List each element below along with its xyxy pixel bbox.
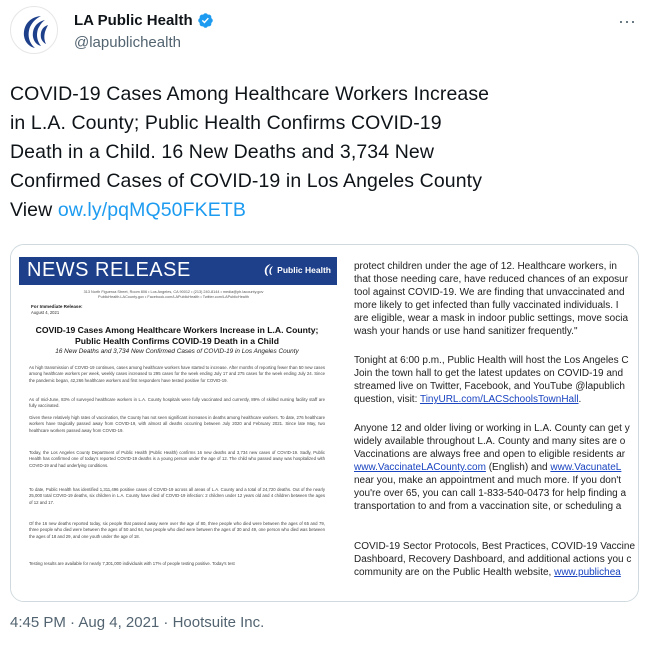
release-label: For Immediate Release: <box>31 304 83 309</box>
publichealth-link: www.publichea <box>554 567 621 578</box>
document-line: that those needing care, have reduced chances of an exposur <box>354 274 629 285</box>
document-line: transportation to and from a vaccination site, or scheduling a <box>354 501 622 512</box>
news-release-banner <box>19 257 337 285</box>
line-text: question, visit: <box>354 394 420 405</box>
line-text: (English) and <box>485 462 551 473</box>
line-text: . <box>578 394 582 405</box>
la-public-health-logo-icon <box>11 7 58 54</box>
document-line: near you, make an appointment and much more. If you don't <box>354 475 622 486</box>
press-release-subtitle: 16 New Deaths and 3,734 New Confirmed Cases of COVID-19 in Los Angeles County <box>55 348 299 355</box>
document-line <box>354 462 621 474</box>
tweet-timestamp[interactable]: 4:45 PM · Aug 4, 2021 · Hootsuite Inc. <box>10 614 265 631</box>
townhall-link: TinyURL.com/LACSchoolsTownHall <box>419 394 579 405</box>
document-line: you're over 65, you can call 1-833-540-0473 for help finding a <box>354 488 627 499</box>
document-paragraph: As high transmission of COVID-19 continues, cases among healthcare workers have started to increase. After months of reporting fewer than 50 new cases among healthcare workers per week, weekly cases increased to 295 cases for the week ending July 17 and 275 cases for the week ending July 24. Since the pandemic began, 42,266 healthcare workers and first responders have tested positive for COVID-19. <box>29 365 325 383</box>
title-line: COVID-19 Cases Among Healthcare Workers Increase in L.A. County; <box>35 325 319 335</box>
banner-logo-text: Public Health <box>277 265 331 275</box>
document-paragraph: Of the 16 new deaths reported today, six people that passed away were over the age of 80, three people who died were between the ages of 65 and 79, three people who died were between the ages of 50 and 64, two people who died were between the ages of 30 and 49, one person who died was between the ages of 18 and 29, and one youth under the age of 18. <box>29 521 325 539</box>
document-paragraph: Testing results are available for nearly 7,301,000 individuals with 17% of people testing positive. Today's test <box>29 561 235 566</box>
document-line: Tonight at 6:00 p.m., Public Health will host the Los Angeles C <box>354 355 629 366</box>
document-line: Dashboard, Recovery Dashboard, and additional actions you c <box>354 554 632 565</box>
press-address <box>51 290 296 300</box>
document-line <box>354 567 621 579</box>
banner-logo <box>264 264 331 276</box>
media-attachment[interactable] <box>10 244 639 602</box>
document-line: are eligible, wear a mask in indoor public settings, move socia <box>354 313 629 324</box>
document-paragraph: Today, the Los Angeles County Department of Public Health (Public Health) confirms 16 new deaths and 3,734 new cases of COVID-19. Sadly, Public Health has confirmed one of today's reported COVID-19 deaths is a young person under the age of 12. The child who passed away was hospitalized with COVID-19 and had underlying conditions. <box>29 450 325 468</box>
document-line: protect children under the age of 12. Healthcare workers, in <box>354 261 617 272</box>
tweet-header <box>10 6 640 62</box>
vaccinate-link: www.VaccinateLACounty.com <box>354 462 486 473</box>
document-paragraph: Given these relatively high rates of vaccination, the County has not seen significant increases in deaths among healthcare workers. To date, 276 healthcare workers have tragically passed away from COVID-19, with almost all deaths occurring between July 2020 and February 2021. Since late May, two healthcare workers passed away from COVID-19. <box>29 415 325 433</box>
verified-badge-icon <box>197 12 214 29</box>
document-line: Vaccinations are always free and open to eligible residents ar <box>354 449 626 460</box>
tweet-line: Confirmed Cases of COVID-19 in Los Angeles County <box>10 170 483 192</box>
tweet-line: Death in a Child. 16 New Deaths and 3,734 New <box>10 141 434 163</box>
document-paragraph: As of mid-June, 83% of surveyed healthcare workers in L.A. County hospitals were fully vaccinated and currently, 89% of skilled nursing facility staff are fully vaccinated. <box>29 397 325 409</box>
document-page-left <box>11 245 341 601</box>
document-line: Anyone 12 and older living or working in L.A. County can get y <box>354 423 630 434</box>
document-line: more likely to get infected than fully vaccinated individuals. I <box>354 300 619 311</box>
release-date: August 4, 2021 <box>31 310 60 315</box>
avatar[interactable] <box>10 6 58 54</box>
document-line: Join the town hall to get the latest updates on COVID-19 and <box>354 368 624 379</box>
document-line: streamed live on Twitter, Facebook, and YouTube @lapublich <box>354 381 625 392</box>
line-text: community are on the Public Health website, <box>354 567 555 578</box>
document-line: tool against COVID-19. We are finding that unvaccinated and <box>354 287 625 298</box>
vacunate-link: www.VacunateL <box>550 462 622 473</box>
more-options-icon[interactable]: ··· <box>618 11 636 31</box>
document-page-right <box>344 245 638 601</box>
address-line: PublicHealth.LACounty.gov • Facebook.com/LAPublicHealth • Twitter.com/LAPublicHealth <box>98 295 249 299</box>
title-line: Public Health Confirms COVID-19 Death in a Child <box>75 336 279 346</box>
tweet-line: in L.A. County; Public Health Confirms COVID-19 <box>10 112 442 134</box>
document-paragraph: To date, Public Health has identified 1,311,496 positive cases of COVID-19 across all areas of L.A. County and a total of 24,720 deaths. Out of the nearly 25,000 total COVID-19 deaths, six children in L.A. County have died of COVID-19 infection: 2 children under 12 years old and 4 children between the ages of 12 and 17. <box>29 487 325 505</box>
public-health-logo-icon <box>264 264 274 276</box>
handle[interactable]: @lapublichealth <box>74 34 181 51</box>
view-word: View <box>10 199 58 221</box>
tweet-line <box>10 196 635 225</box>
tweet-link[interactable]: ow.ly/pqMQ50FKETB <box>57 199 246 221</box>
document-line <box>354 394 581 406</box>
name-row <box>74 12 214 29</box>
tweet-line: COVID-19 Cases Among Healthcare Workers Increase <box>10 83 490 105</box>
document-line: COVID-19 Sector Protocols, Best Practices, COVID-19 Vaccine <box>354 541 636 552</box>
document-line: wash your hands or use hand sanitizer frequently." <box>354 326 578 337</box>
address-line: 313 North Figueroa Street, Room 806 • Los Angeles, CA 90012 • (213) 240-8144 • media@ph.lacounty.gov <box>83 290 264 294</box>
display-name[interactable]: LA Public Health <box>74 12 193 29</box>
tweet-text <box>10 80 635 225</box>
press-release-title <box>27 325 327 347</box>
document-line: widely available throughout L.A. County and many sites are o <box>354 436 626 447</box>
banner-title: NEWS RELEASE <box>27 259 191 281</box>
